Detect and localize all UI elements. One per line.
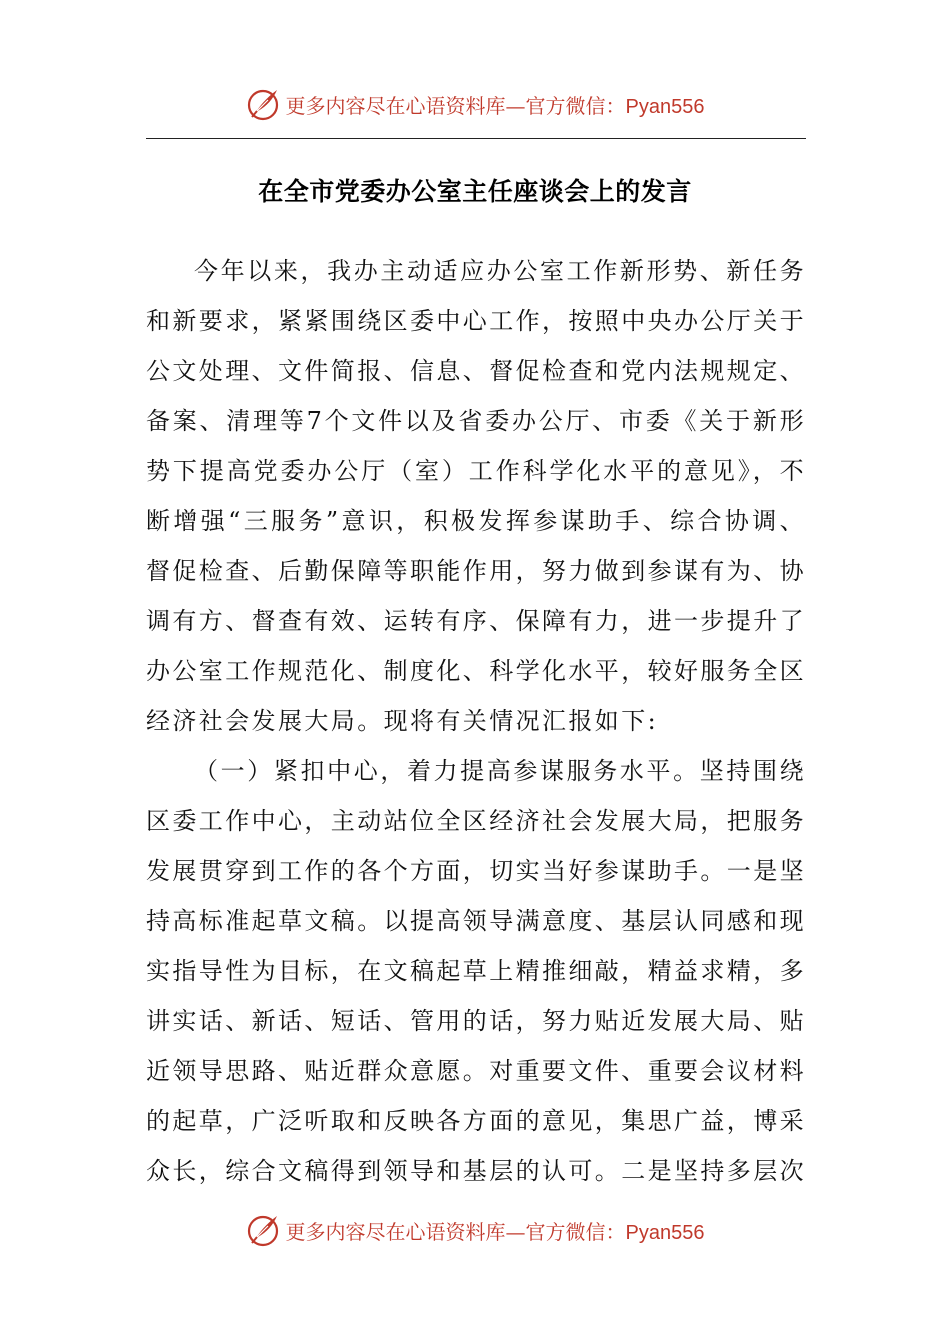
- quill-logo-icon: [246, 86, 282, 122]
- document-body: [146, 246, 806, 1196]
- paragraph-text: 今年以来，我办主动适应办公室工作新形势、新任务和新要求，紧紧围绕区委中心工作，按照中央办公厅关于公文处理、文件简报、信息、督促检查和党内法规规定、备案、清理等7个文件以及省委办公厅、市委《关于新形势下提高党委办公厅（室）工作科学化水平的意见》，不断增强“三服务”意识，积极发挥参谋助手、综合协调、督促检查、后勤保障等职能作用，努力做到参谋有为、协调有方、督查有效、运转有序、保障有力，进一步提升了办公室工作规范化、制度化、科学化水平，较好服务全区经济社会发展大局。现将有关情况汇报如下:: [146, 257, 806, 735]
- watermark-account: Pyan556: [625, 95, 705, 118]
- header-divider: [146, 138, 806, 139]
- watermark-text: 更多内容尽在心语资料库—官方微信：: [285, 93, 626, 118]
- watermark-text: 更多内容尽在心语资料库—官方微信：: [285, 1219, 626, 1244]
- paragraph-intro: [146, 246, 806, 746]
- watermark-account: Pyan556: [625, 1221, 705, 1244]
- quill-logo-icon: [246, 1212, 282, 1248]
- paragraph-text: 坚持围绕区委工作中心，主动站位全区经济社会发展大局，把服务发展贯穿到工作的各个方面，切实当好参谋助手。一是坚持高标准起草文稿。以提高领导满意度、基层认同感和现实指导性为目标，在文稿起草上精推细敲，精益求精，多讲实话、新话、短话、管用的话，努力贴近发展大局、贴近领导思路、贴近群众意愿。对重要文件、重要会议材料的起草，广泛听取和反映各方面的意见，集思广益，博采众长，综合文稿得到领导和基层的认可。二是坚持多层次: [146, 757, 806, 1185]
- document-title: 在全市党委办公室主任座谈会上的发言: [258, 177, 692, 206]
- watermark-banner-top: [0, 84, 950, 124]
- section-heading: （一）紧扣中心，着力提高参谋服务水平。: [194, 757, 700, 785]
- watermark-banner-bottom: [0, 1210, 950, 1250]
- paragraph-section-1: [146, 746, 806, 1196]
